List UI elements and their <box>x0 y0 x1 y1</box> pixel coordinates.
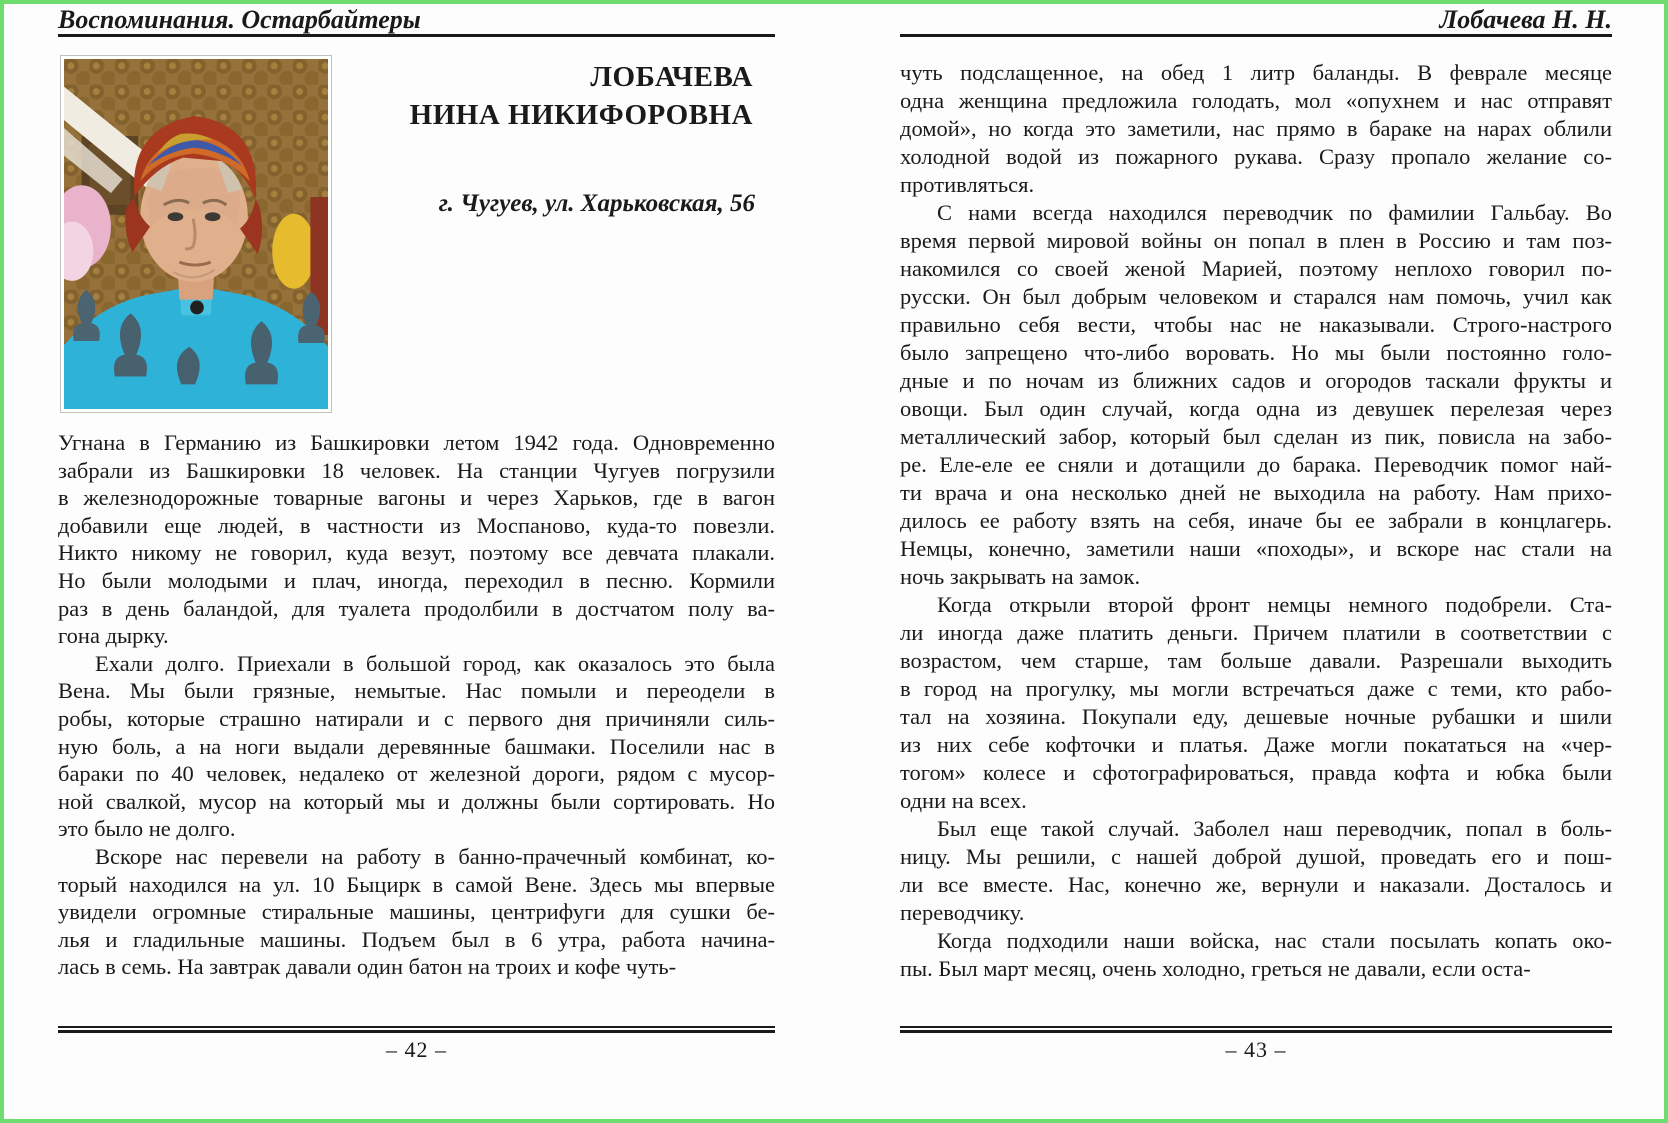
text-line: ную боль, а на ноги выдали деревянные башмаки. Поселили нас в <box>58 733 775 759</box>
text-line: Когда открыли второй фронт немцы немного подобрели. Ста- <box>937 592 1612 617</box>
text-line: увидели огромные стиральные машины, центрифуги для сушки бе- <box>58 899 775 925</box>
text-line: Но были молодыми и плач, иногда, переходил в песню. Кормили <box>58 567 775 593</box>
text-line: тогом» колесе и сфотографироваться, правда кофта и юбка были <box>900 760 1612 785</box>
text-line: домой», но когда это заметили, нас прямо в бараке на нарах облили <box>900 116 1612 141</box>
book-page-right <box>900 0 1612 1123</box>
text-line: ти врача и она несколько дней не выходила на работу. Нам прихо- <box>900 480 1612 505</box>
title-line-surname: ЛОБАЧЕВА <box>590 61 753 93</box>
text-line: Вена. Мы были грязные, немытые. Нас помыли и переодели в <box>58 678 775 704</box>
text-line: из них себе кофточки и платья. Даже могли покататься на «чер- <box>900 732 1612 757</box>
text-line: ницу. Мы решили, с нашей доброй душой, проведать его и пош- <box>900 844 1612 869</box>
page-number-right: – 43 – <box>1225 1037 1287 1062</box>
text-line: чуть подслащенное, на обед 1 литр баланды. В феврале месяце <box>900 60 1612 85</box>
paragraph <box>900 591 1612 815</box>
text-line: русски. Он был добрым человеком и старался нам помочь, учил как <box>900 284 1612 309</box>
text-line: в город на прогулку, мы могли встречаться даже с теми, кто рабо- <box>900 676 1612 701</box>
text-line: Был еще такой случай. Заболел наш переводчик, попал в боль- <box>937 816 1612 841</box>
text-line: было запрещено что-либо воровать. Но мы были постоянно голо- <box>900 340 1612 365</box>
text-line: Никто никому не говорил, куда везут, поэтому все девчата плакали. <box>58 540 775 566</box>
text-line: добавили еще людей, в частности из Моспаново, куда-то повезли. <box>58 512 775 538</box>
running-header-left: Воспоминания. Остарбайтеры <box>58 5 421 34</box>
book-page-left <box>58 0 775 1123</box>
text-line: раз в день баландой, для туалета продолбили в достчатом полу ва- <box>58 595 775 621</box>
portrait-photo <box>60 55 332 413</box>
text-line: металлический забор, который был сделан из пик, повисла на забо- <box>900 424 1612 449</box>
text-line: в железнодорожные товарные вагоны и через Харьков, где в вагон <box>58 485 775 511</box>
text-line: бараки по 40 человек, недалеко от железной дороги, рядом с мусор- <box>58 761 775 787</box>
text-line: торый находился на ул. 10 Быцирк в самой Вене. Здесь мы впервые <box>58 871 775 897</box>
page-footer-left <box>58 1026 775 1063</box>
text-line: холодной водой из пожарного рукава. Сразу пропало желание со- <box>900 144 1612 169</box>
paragraph <box>58 843 775 981</box>
text-line: ной свалкой, мусор на который мы и должны были сортировать. Но <box>58 788 775 814</box>
paragraph <box>900 927 1612 983</box>
page-number-left: – 42 – <box>386 1037 447 1062</box>
footer-rule <box>58 1026 775 1033</box>
text-line: ли иногда даже платить деньги. Причем платили в соответствии с <box>900 620 1612 645</box>
paragraph <box>900 59 1612 199</box>
text-line: одна женщина предложила голодать, мол «опухнем и нас отправят <box>900 88 1612 113</box>
text-line: робы, которые страшно натирали и с первого дня причиняли силь- <box>58 705 775 731</box>
paragraph <box>900 199 1612 591</box>
memoir-text-right <box>900 59 1612 983</box>
text-line: накомился со своей женой Марией, поэтому неплохо говорил по- <box>900 256 1612 281</box>
text-line: дилось ее работу взять на себя, иначе бы ее забрали в концлагерь. <box>900 508 1612 533</box>
text-line: лья и гладильные машины. Подъем был в 6 утра, работа начина- <box>58 926 775 952</box>
person-name-title <box>328 58 753 134</box>
text-line: противляться. <box>900 172 1035 197</box>
person-address: г. Чугуев, ул. Харьковская, 56 <box>438 190 755 217</box>
text-line: гона дырку. <box>58 623 169 649</box>
text-line: ре. Еле-еле ее сняли и дотащили до барака. Переводчик помог най- <box>900 452 1612 477</box>
text-line: дные и по ночам из ближних садов и огородов таскали фрукты и <box>900 368 1612 393</box>
text-line: ночь закрывать на замок. <box>900 564 1141 589</box>
text-line: С нами всегда находился переводчик по фамилии Гальбау. Во <box>937 200 1612 225</box>
text-line: пы. Был март месяц, очень холодно, греться не давали, если оста- <box>900 956 1531 981</box>
text-line: возрастом, чем старше, там больше давали. Разрешали выходить <box>900 648 1612 673</box>
title-line-given-names: НИНА НИКИФОРОВНА <box>409 99 753 131</box>
text-line: время первой мировой войны он попал в плен в Россию и там поз- <box>900 228 1612 253</box>
paragraph <box>58 429 775 650</box>
running-header-right: Лобачева Н. Н. <box>1439 5 1612 34</box>
header-rule <box>58 34 775 37</box>
text-line: правильно себя вести, чтобы нас не наказывали. Строго-настрого <box>900 312 1612 337</box>
text-line: забрали из Башкировки 18 человек. На станции Чугуев погрузили <box>58 457 775 483</box>
header-rule <box>900 34 1612 37</box>
page-footer-right <box>900 1026 1612 1063</box>
text-line: лась в семь. На завтрак давали один батон на троих и кофе чуть- <box>58 954 677 980</box>
text-line: овощи. Был один случай, когда одна из девушек перелезая через <box>900 396 1612 421</box>
text-line: одни на всех. <box>900 788 1027 813</box>
memoir-text-left <box>58 429 775 981</box>
text-line: тал на хозяина. Покупали еду, дешевые ночные рубашки и шили <box>900 704 1612 729</box>
text-line: Когда подходили наши войска, нас стали посылать копать око- <box>937 928 1612 953</box>
paragraph <box>900 815 1612 927</box>
paragraph <box>58 650 775 843</box>
text-line: Ехали долго. Приехали в большой город, как оказалось это была <box>95 650 775 676</box>
text-line: это было не долго. <box>58 816 236 842</box>
text-line: ли все вместе. Нас, конечно же, вернули и наказали. Досталось и <box>900 872 1612 897</box>
text-line: Угнана в Германию из Башкировки летом 1942 года. Одновременно <box>58 430 775 455</box>
text-line: Вскоре нас перевели на работу в банно-прачечный комбинат, ко- <box>95 843 775 869</box>
text-line: переводчику. <box>900 900 1025 925</box>
footer-rule <box>900 1026 1612 1033</box>
text-line: Немцы, конечно, заметили наши «походы», и вскоре нас стали на <box>900 536 1612 561</box>
